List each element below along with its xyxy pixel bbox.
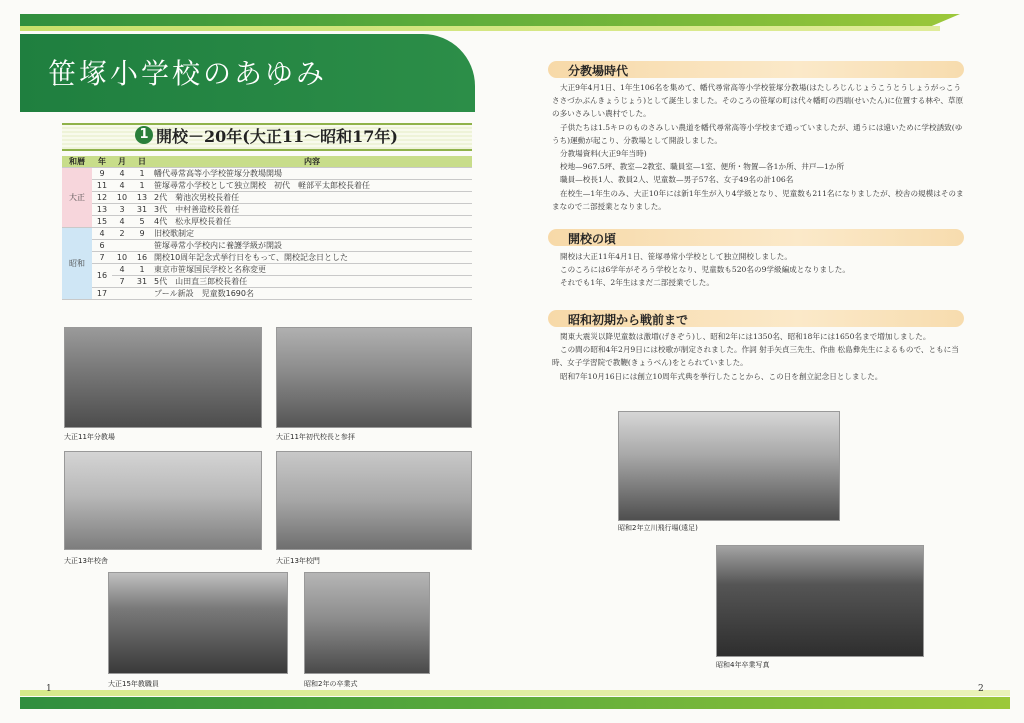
header-year: 年	[92, 156, 112, 168]
heading-early-showa: 昭和初期から戦前まで	[568, 313, 689, 327]
photo-showa2-graduation	[304, 572, 430, 674]
photo-caption: 昭和2年立川飛行場(遠足)	[618, 524, 698, 532]
header-era: 和暦	[62, 156, 92, 168]
paragraph: 開校は大正11年4月1日、笹塚尋常小学校として独立開校しました。	[560, 252, 792, 261]
cell-content: 笹塚尋常小学校として独立開校 初代 軽部平太郎校長着任	[152, 180, 472, 192]
paragraph: 昭和7年10月16日には創立10周年式典を挙行したことから、この日を創立記念日としました。	[560, 371, 883, 381]
cell-day: 1	[132, 180, 152, 192]
photo-showa2-airfield	[618, 411, 840, 521]
cell-month: 4	[112, 216, 132, 228]
cell-month: 7	[112, 276, 132, 288]
cell-year: 11	[92, 180, 112, 192]
photo-caption: 大正15年教職員	[108, 680, 159, 688]
cell-year: 17	[92, 288, 112, 300]
page-number-left: 1	[46, 684, 52, 694]
photo-taisho15-staff	[108, 572, 288, 674]
cell-content: 3代 中村善造校長着任	[152, 204, 472, 216]
cell-content: 旧校歌制定	[152, 228, 472, 240]
era-showa: 昭和	[62, 228, 92, 300]
heading-opening: 開校の頃	[568, 232, 617, 246]
header-month: 月	[112, 156, 132, 168]
text-early-showa	[552, 330, 968, 383]
cell-month: 4	[112, 264, 132, 276]
cell-year: 15	[92, 216, 112, 228]
table-row	[62, 192, 472, 204]
photo-taisho11-branch	[64, 327, 262, 428]
cell-day: 1	[132, 168, 152, 180]
paragraph: 在校生—1年生のみ、大正10年には新1年生が入り4学級となり、児童数も211名になりましたが、校舎の規模はそのままなので二部授業となりました。	[552, 188, 964, 211]
cell-day	[132, 288, 152, 300]
table-row	[62, 180, 472, 192]
top-light-bar	[20, 26, 940, 31]
table-row	[62, 240, 472, 252]
cell-year: 9	[92, 168, 112, 180]
table-row	[62, 204, 472, 216]
cell-month: 10	[112, 192, 132, 204]
paragraph: 子供たちは1.5キロのものさみしい農道を幡代尋常高等小学校まで通っていましたが、通うには遠いために学校誘致(ゆうち)運動が起こり、分教場として開設しました。	[552, 122, 963, 145]
cell-content: 幡代尋常高等小学校笹塚分教場開場	[152, 168, 472, 180]
top-green-bar	[20, 14, 960, 26]
cell-content: 開校10周年記念式挙行日をもって、開校記念日とした	[152, 252, 472, 264]
cell-month	[112, 240, 132, 252]
cell-month: 2	[112, 228, 132, 240]
cell-month	[112, 288, 132, 300]
paragraph: この間の昭和4年2月9日には校歌が制定されました。作詞 射手矢貞三先生、作曲 松島彜先生によるもので、ともに当時、女子学習院で教鞭(きょうべん)をとられていました。	[552, 345, 959, 368]
photo-taisho13-building	[64, 451, 262, 550]
paragraph: 大正9年4月1日、1年生106名を集めて、幡代尋常高等小学校笹塚分教場(はたしろじんじょうこうとうしょうがっこうささづかぶんきょうじょう)として誕生しました。そのころの笹塚の町は代々幡町の西端(せいたん)に位置する林や、草原の多いさみしい農村でした。	[552, 83, 964, 119]
cell-month: 4	[112, 180, 132, 192]
cell-day: 16	[132, 252, 152, 264]
photo-caption: 昭和4年卒業写真	[716, 661, 770, 669]
cell-content: 4代 松永厚校長着任	[152, 216, 472, 228]
cell-day: 31	[132, 276, 152, 288]
cell-month: 4	[112, 168, 132, 180]
text-branch-era	[552, 81, 968, 213]
paragraph: 関東大震災以降児童数は激増(げきぞう)し、昭和2年には1350名、昭和18年には1650名まで増加しました。	[560, 332, 931, 341]
cell-month: 10	[112, 252, 132, 264]
cell-year: 12	[92, 192, 112, 204]
cell-year: 16	[92, 264, 112, 288]
table-row	[62, 288, 472, 300]
era-taisho: 大正	[62, 168, 92, 228]
section-number-badge: 1	[135, 126, 153, 144]
cell-content: プール新設 児童数1690名	[152, 288, 472, 300]
cell-year: 7	[92, 252, 112, 264]
header-content: 内容	[152, 156, 472, 168]
header-day: 日	[132, 156, 152, 168]
page-number-right: 2	[978, 684, 984, 694]
cell-day: 31	[132, 204, 152, 216]
cell-day: 5	[132, 216, 152, 228]
table-row	[62, 216, 472, 228]
bottom-light-bar	[20, 690, 1010, 696]
cell-day	[132, 240, 152, 252]
text-opening	[552, 250, 968, 290]
cell-year: 4	[92, 228, 112, 240]
photo-taisho11-principal	[276, 327, 472, 428]
paragraph: 分教場資料(大正9年当時)	[560, 149, 647, 159]
page-title: 笹塚小学校のあゆみ	[48, 57, 328, 90]
table-row	[62, 252, 472, 264]
history-table	[62, 156, 472, 300]
table-row	[62, 276, 472, 288]
photo-caption: 大正11年分教場	[64, 433, 115, 441]
paragraph: 校地—967.5坪、教室—2教室、職員室—1室、便所・物置—各1か所、井戸—1か所	[560, 162, 845, 172]
bottom-green-bar	[20, 697, 1010, 709]
table-row	[62, 264, 472, 276]
paragraph: それでも1年、2年生はまだ二部授業でした。	[560, 278, 714, 288]
cell-year: 6	[92, 240, 112, 252]
photo-caption: 大正11年初代校長と参拝	[276, 433, 355, 441]
cell-year: 13	[92, 204, 112, 216]
photo-caption: 大正13年校舎	[64, 557, 108, 565]
cell-month: 3	[112, 204, 132, 216]
photo-taisho13-gate	[276, 451, 472, 550]
paragraph: 職員—校長1人、教員2人、児童数—男子57名、女子49名の計106名	[560, 175, 794, 185]
cell-day: 9	[132, 228, 152, 240]
table-row	[62, 168, 472, 180]
table-row	[62, 228, 472, 240]
cell-content: 2代 菊池次男校長着任	[152, 192, 472, 204]
table-header-row	[62, 156, 472, 168]
cell-content: 笹塚尋常小学校内に養護学級が開設	[152, 240, 472, 252]
cell-content: 東京市笹塚国民学校と名称変更	[152, 264, 472, 276]
paragraph: このころには6学年がそろう学校となり、児童数も520名の9学級編成となりました。	[560, 265, 850, 275]
cell-day: 13	[132, 192, 152, 204]
photo-caption: 大正13年校門	[276, 557, 320, 565]
heading-branch-era: 分教場時代	[568, 64, 629, 78]
cell-content: 5代 山田直三郎校長着任	[152, 276, 472, 288]
cell-day: 1	[132, 264, 152, 276]
photo-showa4-graduation	[716, 545, 924, 657]
photo-caption: 昭和2年の卒業式	[304, 680, 358, 688]
section-title: 開校－20年(大正11～昭和17年)	[156, 127, 398, 146]
